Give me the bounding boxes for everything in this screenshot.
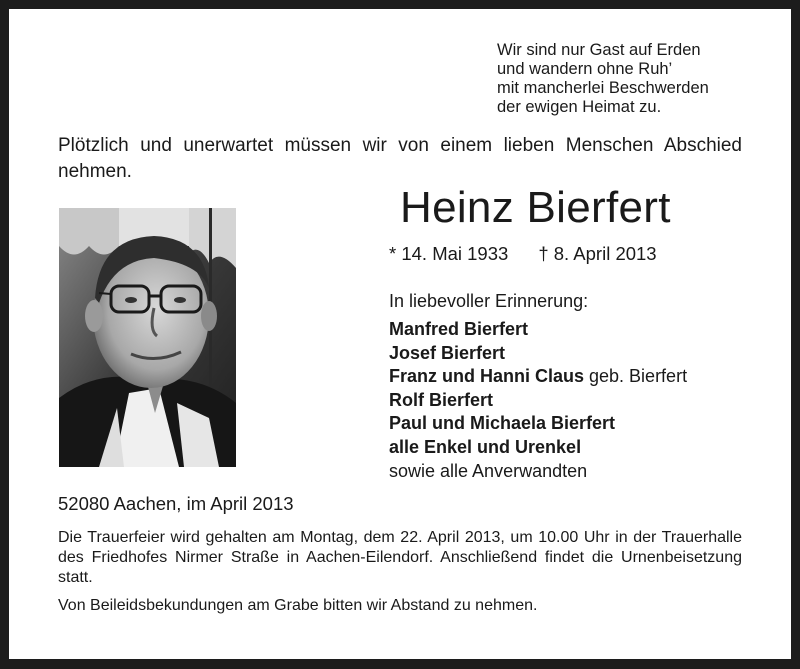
mourners-closing: sowie alle Anverwandten [389,460,588,481]
place-date: 52080 Aachen, im April 2013 [58,493,294,514]
life-dates [389,243,657,265]
deceased-name: Heinz Bierfert [400,183,671,232]
mourner-name: alle Enkel und Urenkel [389,436,582,457]
poem [497,41,709,117]
portrait-photo-icon [59,208,236,467]
mourner-entry [389,412,687,436]
poem-line: und wandern ohne Ruh’ [497,60,673,78]
mourner-entry [389,342,687,366]
mourner-entry [389,389,687,413]
mourner-name: Paul und Michaela Bierfert [389,413,616,434]
poem-line: der ewigen Heimat zu. [497,98,662,116]
poem-line: Wir sind nur Gast auf Erden [497,41,701,59]
mourner-entry [389,365,687,389]
mourners-list [389,318,687,483]
mourner-name: Josef Bierfert [389,342,506,363]
mourner-entry [389,436,687,460]
funeral-info: Die Trauerfeier wird gehalten am Montag, dem 22. April 2013, um 10.00 Uhr in der Trauerhalle des Friedhofes Nirmer Straße in Aachen-Eilendorf. Anschließend findet die Urnenbeisetzung statt. [58,529,742,586]
mourner-name: Manfred Bierfert [389,319,529,339]
intro-text: Plötzlich und unerwartet müssen wir von einem lieben Menschen Abschied nehmen. [58,135,742,182]
remembrance-heading: In liebevoller Erinnerung: [389,291,589,311]
portrait-photo [59,208,236,467]
condolence-note: Von Beileidsbekundungen am Grabe bitten wir Abstand zu nehmen. [58,597,538,614]
mourner-name: Rolf Bierfert [389,389,494,410]
mourner-suffix: geb. Bierfert [584,366,688,387]
poem-line: mit mancherlei Beschwerden [497,79,709,97]
birth-date: * 14. Mai 1933 [389,243,509,264]
mourner-name: Franz und Hanni Claus [389,366,585,387]
mourner-entry [389,318,687,342]
death-date: † 8. April 2013 [538,243,657,264]
